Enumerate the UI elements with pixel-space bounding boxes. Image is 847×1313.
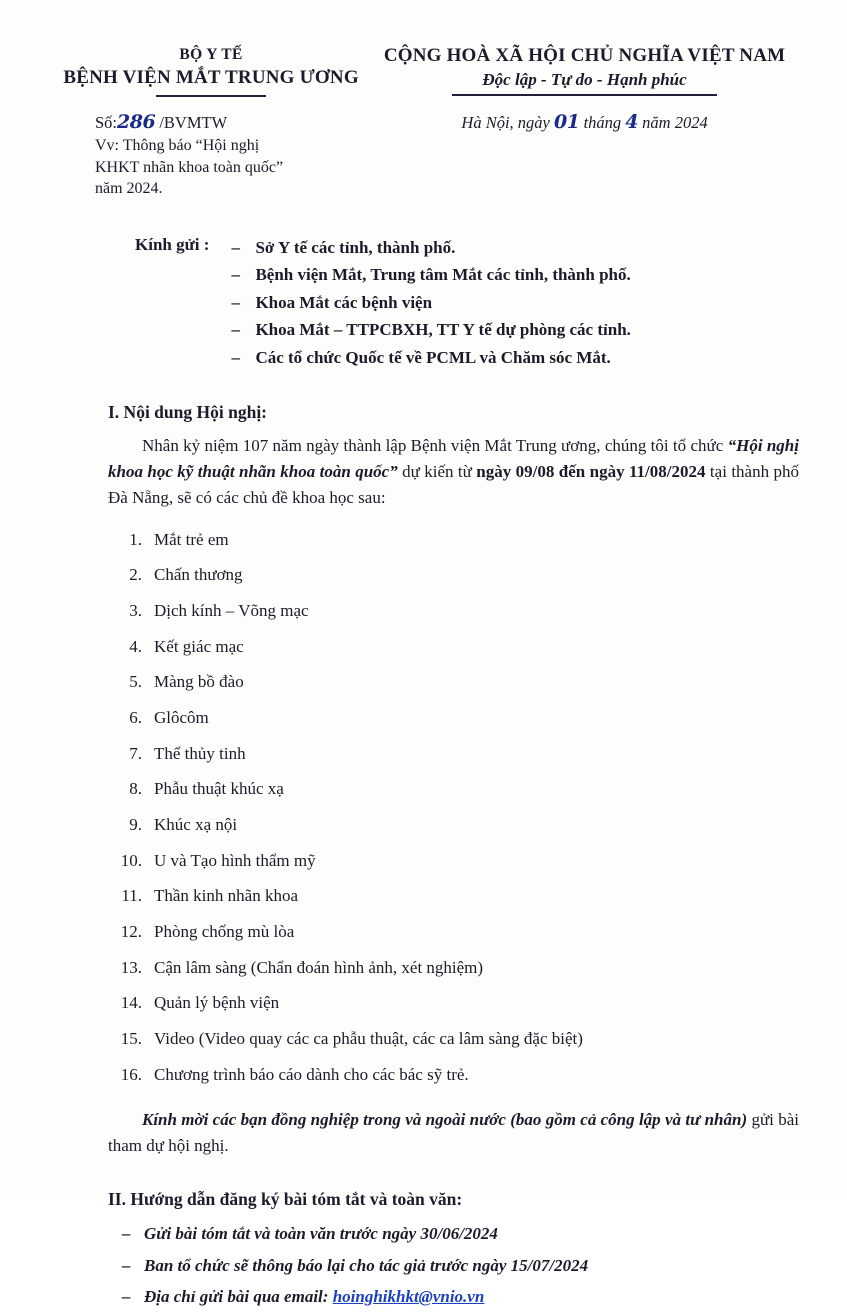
recipient-item [231,316,630,344]
topic-label: Màng bồ đào [154,672,244,692]
topic-label: Dịch kính – Võng mạc [154,600,309,620]
section-one-intro [108,433,799,512]
dash-marker: – [231,347,240,367]
topic-item [116,664,799,700]
country-name: CỘNG HOÀ XÃ HỘI CHỦ NGHĨA VIỆT NAM [383,45,786,66]
guideline-item [122,1218,799,1249]
dash-marker: – [231,320,240,340]
dash-marker: – [122,1287,131,1307]
topic-label: Video (Video quay các ca phẫu thuật, các ca lâm sàng đặc biệt) [154,1029,583,1049]
topic-item [116,950,799,986]
document-meta-row [0,97,847,133]
topic-number: 1. [129,529,142,549]
recipient-text: Các tổ chức Quốc tế về PCML và Chăm sóc Mắt. [255,347,611,367]
document-number-suffix: /BVMTW [159,113,228,133]
topic-number: 6. [129,707,142,727]
submission-email-link[interactable]: hoinghikhkt@vnio.vn [332,1287,485,1307]
topic-number: 13. [120,957,142,977]
invitation-paragraph [108,1107,799,1160]
topic-item [116,593,799,629]
document-date [362,111,807,133]
topic-label: Chấn thương [154,565,243,585]
topic-item [116,914,799,950]
section-one-title: I. Nội dung Hội nghị: [108,401,268,422]
invitation-emphasis: Kính mời các bạn đồng nghiệp trong và ngoài nước (bao gồm cả công lập và tư nhân) [142,1109,748,1129]
topic-number: 3. [129,600,142,620]
recipient-text: Bệnh viện Mắt, Trung tâm Mắt các tỉnh, thành phố. [255,265,631,285]
topic-number: 16. [120,1064,142,1084]
topic-item [116,1021,799,1057]
dash-marker: – [231,237,240,257]
topic-number: 8. [129,779,142,799]
date-year: năm 2024 [642,113,708,133]
topic-label: Kết giác mạc [154,636,244,656]
hospital-name: BỆNH VIỆN MẮT TRUNG ƯƠNG [63,67,359,89]
document-header [0,0,847,97]
topic-item [116,522,799,558]
topic-label: Quản lý bệnh viện [154,993,280,1013]
intro-part-one: Nhân kỷ niệm 107 năm ngày thành lập Bệnh viện Mắt Trung ương, chúng tôi tổ chức [142,435,728,455]
recipients-label: Kính gửi : [135,234,210,254]
topic-item [116,878,799,914]
issuing-organization [40,45,362,97]
dash-marker: – [231,292,240,312]
recipients-block [0,234,847,372]
topic-label: U và Tạo hình thẩm mỹ [154,850,316,870]
recipient-text: Khoa Mắt – TTPCBXH, TT Y tế dự phòng các tỉnh. [255,320,631,340]
topic-item [116,557,799,593]
topic-number: 7. [129,743,142,763]
document-number-label: Số: [95,113,118,133]
topic-item [116,1057,799,1093]
topic-item [116,843,799,879]
recipient-text: Khoa Mắt các bệnh viện [255,292,433,312]
topic-label: Khúc xạ nội [154,815,238,835]
topic-label: Thần kinh nhãn khoa [154,886,298,906]
recipient-text: Sở Y tế các tỉnh, thành phố. [255,237,456,257]
guideline-item [122,1250,799,1281]
topic-label: Phòng chống mù lòa [154,922,295,942]
topic-number: 2. [129,565,142,585]
topic-number: 12. [120,922,142,942]
topic-item [116,807,799,843]
invitation-rest: gửi bài tham dự hội nghị. [108,1109,799,1155]
date-month-label: tháng [583,113,622,133]
intro-part-three: tại thành phố Đà Nẵng, sẽ có các chủ đề khoa học sau: [108,461,800,508]
topic-item [116,985,799,1021]
section-two-title: II. Hướng dẫn đăng ký bài tóm tắt và toàn văn: [108,1189,463,1210]
topic-label: Mắt trẻ em [154,529,229,549]
document-number [40,111,362,133]
date-place-prefix: Hà Nội, ngày [461,113,550,133]
guideline-text: Gửi bài tóm tắt và toàn văn trước ngày 30/06/2024 [144,1224,498,1244]
topic-number: 11. [121,886,142,906]
guideline-text: Ban tổ chức sẽ thông báo lại cho tác giả trước ngày 15/07/2024 [144,1255,589,1275]
date-month: 4 [625,111,639,134]
document-number-value: 286 [117,111,156,134]
national-motto: Độc lập - Tự do - Hạnh phúc [482,70,687,89]
topic-item [116,736,799,772]
section-one [0,402,847,1313]
topic-label: Chương trình báo cáo dành cho các bác sỹ trẻ. [154,1064,469,1084]
header-left-divider [156,95,266,97]
topic-label: Phẫu thuật khúc xạ [154,779,284,799]
ministry-name: BỘ Y TẾ [179,46,243,63]
recipient-item [231,289,630,317]
topic-number: 10. [120,850,142,870]
recipients-list [231,234,630,372]
dash-marker: – [122,1224,131,1244]
topic-label: Glôcôm [154,707,209,727]
topic-number: 14. [120,993,142,1013]
document-subject: Vv: Thông báo “Hội nghị KHKT nhãn khoa toàn quốc” năm 2024. [95,137,284,198]
conference-name: “Hội nghị khoa học kỹ thuật nhãn khoa toàn quốc” [108,435,799,481]
guidelines-list [108,1218,799,1312]
intro-part-two: dự kiến từ [397,461,477,481]
topics-list [108,522,799,1093]
guideline-text [144,1281,484,1312]
topic-label: Thể thủy tinh [154,743,246,763]
topic-number: 5. [129,672,142,692]
date-day: 01 [554,111,580,134]
topic-item [116,629,799,665]
recipient-item [231,261,630,289]
topic-number: 9. [129,815,142,835]
dash-marker: – [122,1255,131,1275]
recipient-item [231,234,630,262]
header-right-divider [452,94,717,96]
dash-marker: – [231,265,240,285]
topic-item [116,700,799,736]
recipient-item [231,344,630,372]
topic-number: 4. [129,636,142,656]
topic-number: 15. [120,1029,142,1049]
national-heading [362,45,807,97]
topic-label: Cận lâm sàng (Chẩn đoán hình ảnh, xét nghiệm) [154,957,484,977]
conference-dates: ngày 09/08 đến ngày 11/08/2024 [476,461,706,481]
guideline-text-label: Địa chỉ gửi bài qua email: [144,1287,333,1307]
guideline-item [122,1281,799,1312]
topic-item [116,771,799,807]
